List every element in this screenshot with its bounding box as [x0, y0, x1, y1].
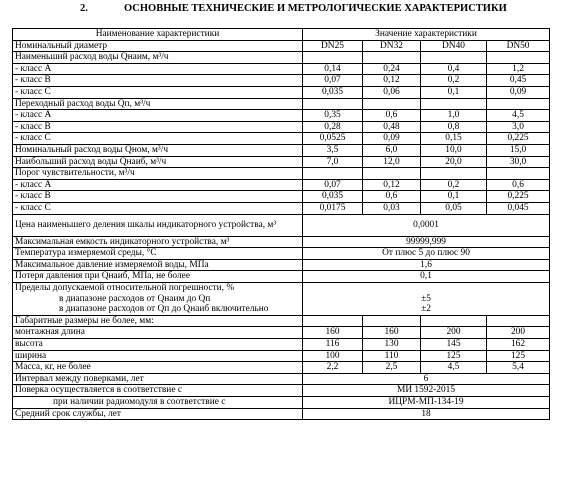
cell-value: 0,07 [303, 179, 363, 191]
section-heading [0, 3, 565, 17]
table-row [13, 408, 550, 420]
cell-value: 0,24 [363, 63, 421, 75]
row-label: Интервал между поверками, лет [13, 373, 303, 385]
section-title: ОСНОВНЫЕ ТЕХНИЧЕСКИЕ И МЕТРОЛОГИЧЕСКИЕ ХАРАКТЕРИСТИКИ [124, 3, 507, 14]
row-label: Потеря давления при Qнаиб, МПа, не более [13, 271, 303, 283]
table-row [13, 385, 550, 397]
table-row [13, 86, 550, 98]
cell-value: 0,045 [487, 202, 550, 214]
cell-value: 0,2 [421, 75, 487, 87]
cell-value: 116 [303, 339, 363, 351]
cell-value: 99999,999 [303, 236, 550, 248]
table-row [13, 63, 550, 75]
cell-value: 0,06 [363, 86, 421, 98]
table-row [13, 327, 550, 339]
cell-value: 145 [421, 339, 487, 351]
table-row-section [13, 98, 550, 110]
table-row [13, 373, 550, 385]
cell-value: 162 [487, 339, 550, 351]
row-label: Порог чувствительности, м³/ч [13, 168, 303, 180]
cell-value: 10,0 [421, 144, 487, 156]
cell-value: 0,225 [487, 133, 550, 145]
cell-value: 6,0 [363, 144, 421, 156]
table-row [13, 362, 550, 374]
row-label: - класс B [13, 75, 303, 87]
cell-value: 2,5 [363, 362, 421, 374]
cell-value: 0,35 [303, 110, 363, 122]
cell-value: 130 [363, 339, 421, 351]
row-label: - класс C [13, 133, 303, 145]
row-label: Масса, кг, не более [13, 362, 303, 374]
table-row-dn [13, 40, 550, 52]
cell-value: 5,4 [487, 362, 550, 374]
cell-value: 7,0 [303, 156, 363, 168]
cell-value: 20,0 [421, 156, 487, 168]
dn-32: DN32 [363, 40, 421, 52]
error-range-1: в диапазоне расходов от Qнаим до Qп [59, 293, 211, 304]
cell-value: 0,8 [421, 121, 487, 133]
row-label: Поверка осуществляется в соответствие с [13, 385, 303, 397]
row-label: - класс C [13, 202, 303, 214]
cell-value: 6 [303, 373, 550, 385]
cell-value: 0,0175 [303, 202, 363, 214]
dn-50: DN50 [487, 40, 550, 52]
cell-value: 4,5 [421, 362, 487, 374]
cell-value: 1,0 [421, 110, 487, 122]
cell-value: 0,12 [363, 75, 421, 87]
row-label: - класс B [13, 121, 303, 133]
header-value: Значение характеристики [303, 29, 550, 41]
cell-value: 200 [487, 327, 550, 339]
row-label: - класс B [13, 191, 303, 203]
cell-value: 0,0525 [303, 133, 363, 145]
row-label: - класс A [13, 179, 303, 191]
row-label: Наибольший расход воды Qнаиб, м³/ч [13, 156, 303, 168]
cell-value: 0,09 [363, 133, 421, 145]
cell-value: 1,6 [303, 259, 550, 271]
dn-25: DN25 [303, 40, 363, 52]
row-label: - класс C [13, 86, 303, 98]
row-label: Переходный расход воды Qп, м³/ч [13, 98, 303, 110]
cell-value: 160 [303, 327, 363, 339]
error-value-1: ±5 [421, 293, 431, 304]
cell-value: 0,2 [421, 179, 487, 191]
cell-value: МИ 1592-2015 [303, 385, 550, 397]
cell-value: 0,07 [303, 75, 363, 87]
row-label: Температура измеряемой среды, °С [13, 248, 303, 260]
cell-value: 160 [363, 327, 421, 339]
table-row [13, 191, 550, 203]
table-row [13, 259, 550, 271]
row-label: ширина [13, 350, 303, 362]
cell-value: 30,0 [487, 156, 550, 168]
table-row [13, 202, 550, 214]
table-row [13, 236, 550, 248]
cell-value: 125 [487, 350, 550, 362]
table-row [13, 214, 550, 236]
row-label: Номинальный диаметр [13, 40, 303, 52]
row-label: Максимальное давление измеряемой воды, МПа [13, 259, 303, 271]
row-label: высота [13, 339, 303, 351]
table-row [13, 133, 550, 145]
cell-value: 2,2 [303, 362, 363, 374]
table-row [13, 397, 550, 409]
cell-value: 0,6 [363, 110, 421, 122]
cell-value: 18 [303, 408, 550, 420]
row-label: - класс A [13, 63, 303, 75]
row-label: Цена наименьшего деления шкалы индикаторного устройства, м³ [13, 214, 303, 236]
row-label: Габаритные размеры не более, мм: [13, 315, 303, 327]
error-value-2: ±2 [421, 304, 431, 315]
table-row [13, 271, 550, 283]
cell-value: 0,1 [421, 86, 487, 98]
error-values [303, 282, 550, 315]
row-label: Максимальная емкость индикаторного устройства, м³ [13, 236, 303, 248]
table-row-error [13, 282, 550, 315]
row-label: Номинальный расход воды Qном, м³/ч [13, 144, 303, 156]
cell-value: 0,45 [487, 75, 550, 87]
specifications-table [12, 28, 550, 420]
row-label-error [13, 282, 303, 315]
row-label: Средний срок службы, лет [13, 408, 303, 420]
header-name: Наименование характеристики [13, 29, 303, 41]
cell-value: 0,1 [421, 191, 487, 203]
cell-value: 100 [303, 350, 363, 362]
error-range-2: в диапазоне расходов от Qп до Qнаиб включительно [59, 304, 269, 315]
table-row [13, 121, 550, 133]
row-label: при наличии радиомодуля в соответствие с [13, 397, 303, 409]
cell-value: 0,225 [487, 191, 550, 203]
cell-value: 125 [421, 350, 487, 362]
cell-value: 0,15 [421, 133, 487, 145]
row-label: монтажная длина [13, 327, 303, 339]
cell-value: 0,6 [487, 179, 550, 191]
cell-value: 12,0 [363, 156, 421, 168]
cell-value: 3,5 [303, 144, 363, 156]
table-row [13, 339, 550, 351]
cell-value: 0,03 [363, 202, 421, 214]
table-row [13, 75, 550, 87]
table-row-section [13, 168, 550, 180]
cell-value: 0,1 [303, 271, 550, 283]
cell-value: 3,0 [487, 121, 550, 133]
table-row [13, 110, 550, 122]
cell-value: 0,035 [303, 86, 363, 98]
section-number: 2. [80, 3, 88, 14]
cell-value: 0,05 [421, 202, 487, 214]
cell-value: 15,0 [487, 144, 550, 156]
cell-value: 1,2 [487, 63, 550, 75]
cell-value: От плюс 5 до плюс 90 [303, 248, 550, 260]
cell-value: ИЦРМ-МП-134-19 [303, 397, 550, 409]
table-row-section [13, 315, 550, 327]
cell-value: 200 [421, 327, 487, 339]
table-header-row [13, 29, 550, 41]
cell-value: 4,5 [487, 110, 550, 122]
cell-value: 0,0001 [303, 214, 550, 236]
cell-value: 0,035 [303, 191, 363, 203]
dn-40: DN40 [421, 40, 487, 52]
table-row [13, 179, 550, 191]
cell-value: 0,12 [363, 179, 421, 191]
cell-value: 0,09 [487, 86, 550, 98]
cell-value: 0,28 [303, 121, 363, 133]
table-row [13, 156, 550, 168]
cell-value: 0,6 [363, 191, 421, 203]
table-row-section [13, 52, 550, 64]
cell-value: 0,14 [303, 63, 363, 75]
table-row [13, 144, 550, 156]
table-row [13, 248, 550, 260]
row-label: Наименьший расход воды Qнаим, м³/ч [13, 52, 303, 64]
error-label: Пределы допускаемой относительной погрешности, % [15, 282, 235, 293]
cell-value: 110 [363, 350, 421, 362]
cell-value: 0,4 [421, 63, 487, 75]
cell-value: 0,48 [363, 121, 421, 133]
row-label: - класс A [13, 110, 303, 122]
table-row [13, 350, 550, 362]
